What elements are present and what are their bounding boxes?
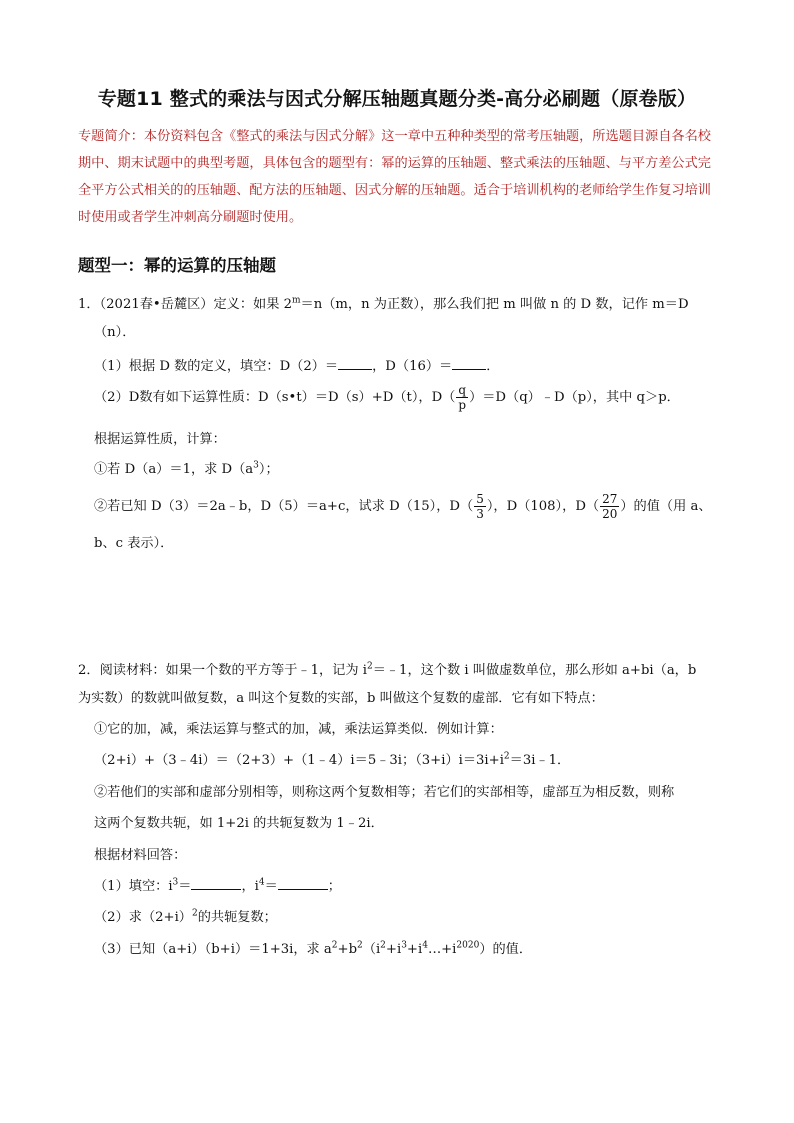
q1-part-6: b、c 表示）． — [94, 536, 174, 551]
answer-blank[interactable] — [278, 877, 328, 890]
q1-line-1: 1．（2021春•岳麓区）定义：如果 $2^m=n(m$，n 为正数），那么我们把 m 叫做 n 的 D 数，记作 m＝D — [78, 295, 689, 312]
q2-part-1: ①它的加，减，乘法运算与整式的加，减，乘法运算类似．例如计算： — [94, 722, 503, 737]
q2-line-1: 2．阅读材料：如果一个数的平方等于﹣1，记为 $i^2=﹣1$，这个数 i 叫做虚数单位，那么形如 a+bi（a，b — [78, 661, 697, 678]
intro-paragraph: 专题简介：本份资料包含《整式的乘法与因式分解》这一章中五种种类型的常考压轴题，所选题目源自各名校期中、期末试题中的典型考题，具体包含的题型有：幂的运算的压轴题、整式乘法的压轴题、与平方差公式完全平方公式相关的的压轴题、配方法的压轴题、因式分解的压轴题。适合于培训机构的老师给学生作复习培训时使用或者学生冲刺高分刷题时使用。 — [78, 129, 711, 225]
q1-part-2: （2）D数有如下运算性质：D（s•t）＝D（s）+D（t），D（ $\frac{q}{p}$ ）＝D（q）﹣D（p），其中 q＞p． — [94, 383, 680, 412]
q1-part-4: ①若 D（a）＝1，求 $D(a^3)$； — [94, 460, 279, 477]
q2-part-4: 这两个复数共轭，如 1+2i 的共轭复数为 1﹣2i． — [94, 816, 384, 831]
answer-blank[interactable] — [338, 357, 372, 370]
section-heading-1: 题型一：幂的运算的压轴题 — [78, 256, 276, 275]
q2-part-3: ②若他们的实部和虚部分别相等，则称这两个复数相等；若它们的实部相等，虚部互为相反数，则称 — [94, 785, 675, 800]
fraction-27-20: $\frac{27}{20}$ — [602, 492, 618, 521]
q2-part-6: （1）填空：$i^3=$ ，$i^4=$ ； — [94, 877, 341, 894]
fraction-5-3: $\frac{5}{3}$ — [476, 492, 484, 521]
q2-part-8: （3）已知（a+i）（b+i）＝1+3i，求 $a^2+b^2(i^2+i^3+i^4\dots+i^{2020})$的值． — [94, 940, 533, 957]
q2-line-2: 为实数）的数就叫做复数，a 叫这个复数的实部，b 叫做这个复数的虚部．它有如下特点： — [78, 691, 604, 706]
q2-part-5: 根据材料回答： — [94, 848, 187, 863]
q2-part-2: （2+i）+（3﹣4i）＝（2+3）+（1﹣4）i＝5﹣3i；$(3+i)i=3i+i^2=3i﹣1$． — [94, 751, 571, 768]
answer-blank[interactable] — [452, 357, 486, 370]
q1-part-3: 根据运算性质，计算： — [94, 432, 226, 447]
page-title: 专题11 整式的乘法与因式分解压轴题真题分类-高分必刷题（原卷版） — [97, 88, 697, 110]
q1-part-1: （1）根据 D 数的定义，填空：D（2）＝ ，D（16）＝ ． — [94, 359, 500, 374]
q1-part-5: ②若已知 D（3）＝2a﹣b，D（5）＝a+c，试求 D（15），D（ $\frac{5}{3}$ ），D（108），D（ $\frac{27}{20}$ ）的值（用 a、 — [94, 492, 712, 521]
q1-line-2: （n）． — [94, 325, 136, 340]
q2-part-7: （2）求$(2+i)^2$的共轭复数； — [94, 908, 277, 925]
answer-blank[interactable] — [191, 877, 241, 890]
fraction-q-over-p: $\frac{q}{p}$ — [458, 383, 467, 412]
